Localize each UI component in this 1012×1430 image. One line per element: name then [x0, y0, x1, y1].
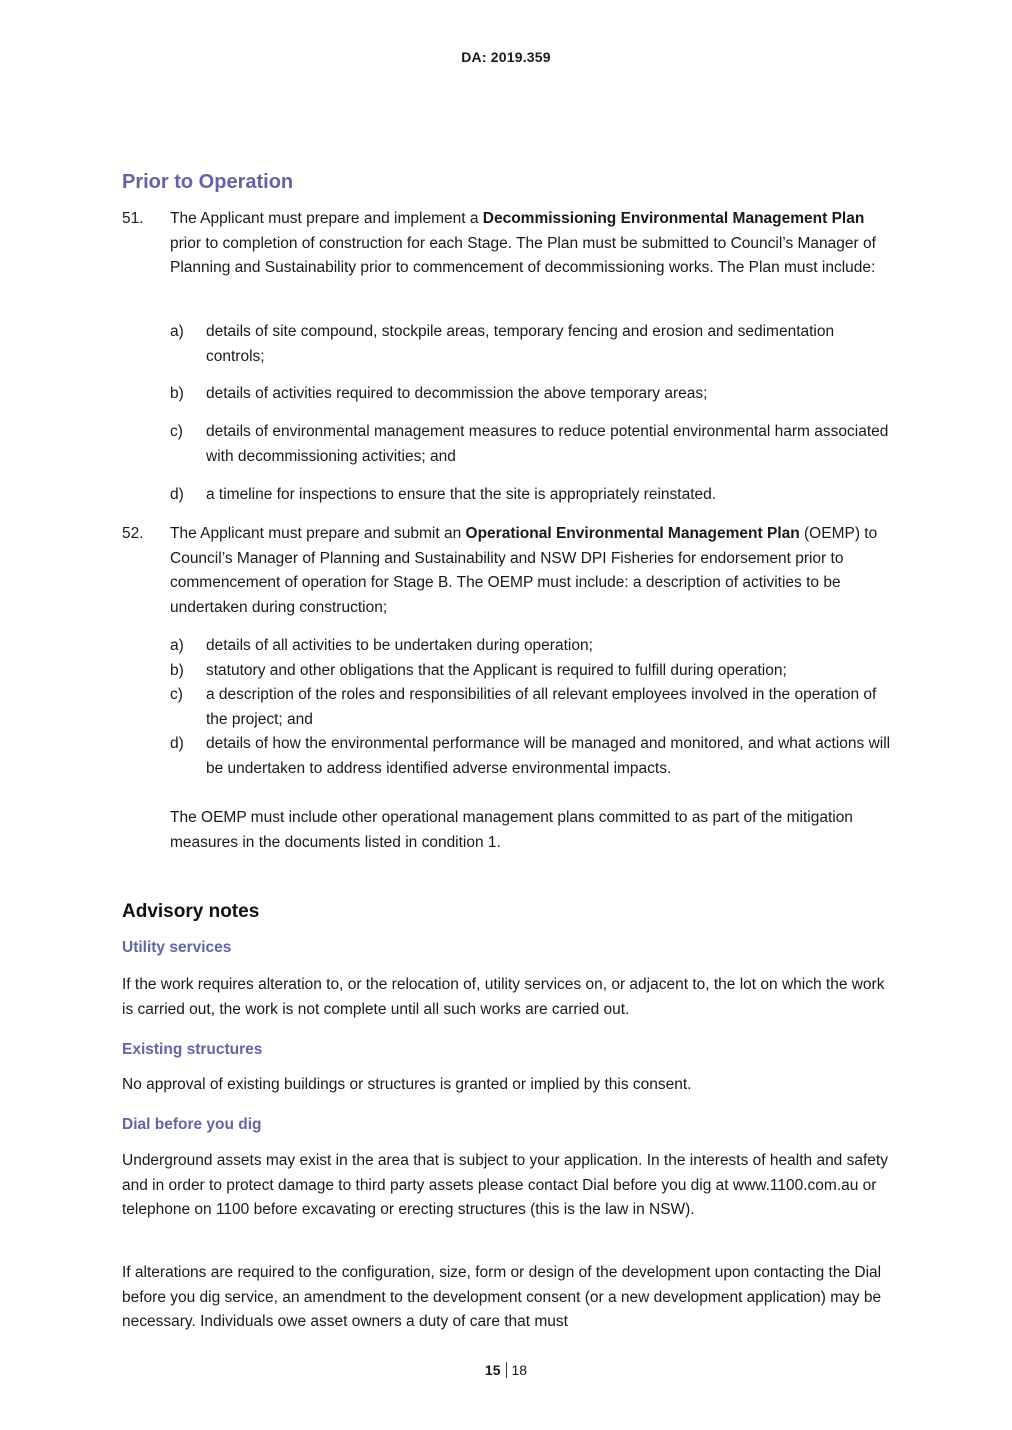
condition-text: [170, 207, 892, 281]
existing-structures-heading: Existing structures: [122, 1041, 263, 1058]
list-item: [170, 420, 892, 469]
section-title: Prior to Operation: [122, 171, 294, 193]
list-item: [170, 732, 892, 781]
list-item-label: c): [170, 686, 183, 703]
list-item-text: a description of the roles and responsibilities of all relevant employees involved in the operation of the project; and: [206, 686, 877, 728]
list-item-label: b): [170, 385, 184, 402]
page-total: 18: [511, 1362, 528, 1378]
list-item-label: a): [170, 637, 184, 654]
oemp-closing-paragraph: The OEMP must include other operational management plans committed to as part of the mitigation measures in the documents listed in condition 1.: [170, 809, 853, 851]
list-item-label: d): [170, 735, 184, 752]
list-item-label: c): [170, 423, 183, 440]
condition-number: 52.: [122, 525, 144, 542]
list-item-text: statutory and other obligations that the Applicant is required to fulfill during operation;: [206, 662, 787, 679]
list-item: [170, 659, 892, 684]
list-item-text: details of environmental management measures to reduce potential environmental harm associated with decommissioning activities; and: [206, 423, 889, 465]
list-item-text: details of activities required to decommission the above temporary areas;: [206, 385, 708, 402]
condition-52: [122, 522, 892, 620]
condition-bold-term: Decommissioning Environmental Management Plan: [482, 210, 865, 227]
advisory-notes-title: Advisory notes: [122, 901, 260, 922]
utility-services-heading: Utility services: [122, 939, 232, 956]
list-item: [170, 634, 892, 659]
page-separator: [506, 1362, 507, 1378]
list-item-label: b): [170, 662, 184, 679]
utility-services-text: If the work requires alteration to, or the relocation of, utility services on, or adjacent to, the lot on which the work is carried out, the work is not complete until all such works are carried out.: [122, 976, 885, 1018]
condition-bold-term: Operational Environmental Management Plan: [465, 525, 800, 542]
condition-text-pre: The Applicant must prepare and submit an: [170, 525, 466, 542]
page-footer: [0, 1362, 1012, 1378]
dial-before-you-dig-text: Underground assets may exist in the area that is subject to your application. In the interests of health and safety and in order to protect damage to third party assets please contact Dial before you dig at www.1100.com.au or telephone on 1100 before excavating or erecting structures (this is the law in NSW).: [122, 1152, 888, 1219]
page-number: 15: [484, 1362, 501, 1378]
list-item-label: a): [170, 323, 184, 340]
dial-before-you-dig-text-2: If alterations are required to the configuration, size, form or design of the development upon contacting the Dial before you dig service, an amendment to the development consent (or a new development application) may be necessary. Individuals owe asset owners a duty of care that must: [122, 1264, 882, 1331]
condition-text-post: (OEMP) to Council’s Manager of Planning and Sustainability and NSW DPI Fisheries for endorsement prior to commencement of operation for Stage B. The OEMP must include: a description of activities to be undertaken during construction;: [170, 525, 878, 616]
da-number-header: DA: 2019.359: [461, 49, 551, 65]
condition-text-pre: The Applicant must prepare and implement a: [170, 210, 483, 227]
condition-51: [122, 207, 892, 281]
list-item-text: details of site compound, stockpile areas, temporary fencing and erosion and sedimentation controls;: [206, 323, 835, 365]
condition-number: 51.: [122, 210, 144, 227]
list-item: [170, 483, 892, 508]
list-item-text: details of all activities to be undertaken during operation;: [206, 637, 593, 654]
list-item-label: d): [170, 486, 184, 503]
list-item: [170, 683, 892, 732]
list-item: [170, 320, 892, 369]
condition-text: [170, 522, 892, 620]
list-item: [170, 382, 892, 407]
list-item-text: a timeline for inspections to ensure that the site is appropriately reinstated.: [206, 486, 717, 503]
list-item-text: details of how the environmental performance will be managed and monitored, and what actions will be undertaken to address identified adverse environmental impacts.: [206, 735, 891, 777]
existing-structures-text: No approval of existing buildings or structures is granted or implied by this consent.: [122, 1076, 692, 1093]
dial-before-you-dig-heading: Dial before you dig: [122, 1116, 262, 1133]
condition-text-post: prior to completion of construction for each Stage. The Plan must be submitted to Council’s Manager of Planning and Sustainability prior to commencement of decommissioning works. The Plan must include:: [170, 234, 876, 277]
